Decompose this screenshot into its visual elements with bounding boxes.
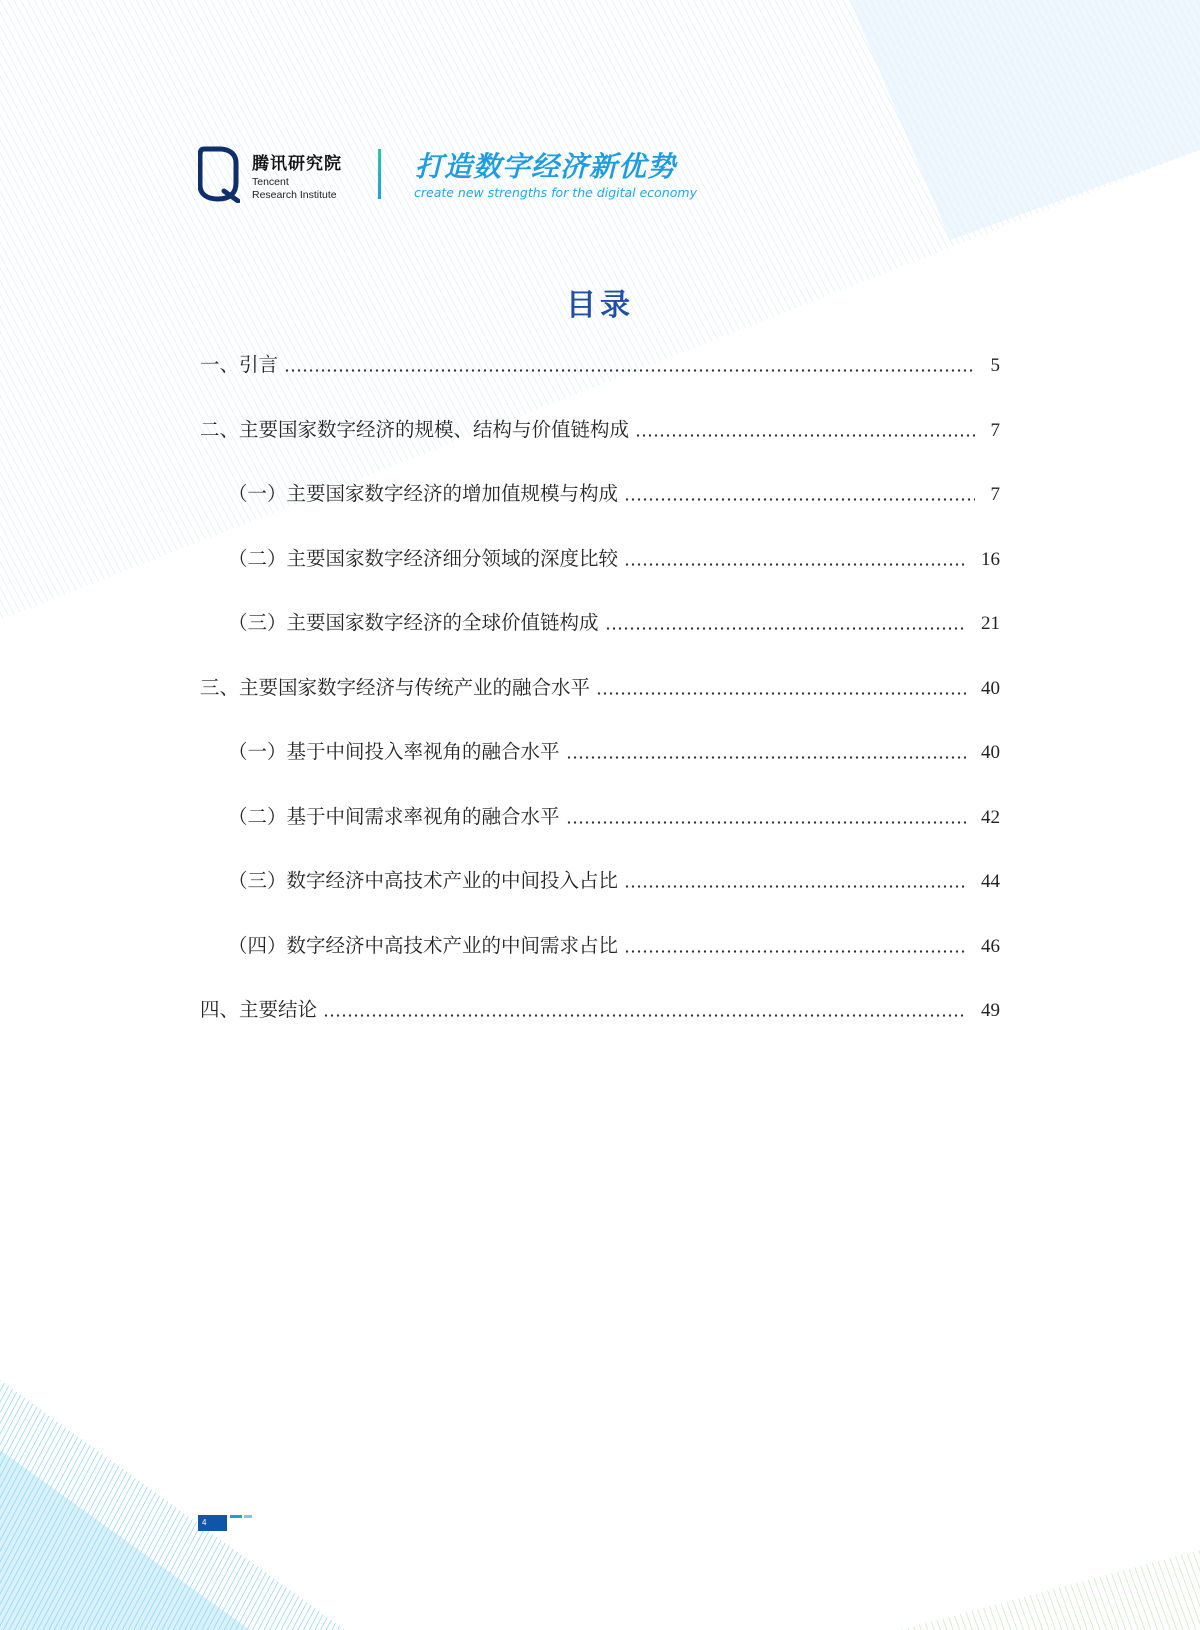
toc-entry-label: （一）主要国家数字经济的增加值规模与构成 xyxy=(228,482,619,505)
toc-entry[interactable] xyxy=(200,350,1000,380)
toc-entry[interactable] xyxy=(200,673,1000,703)
toc-entry-page: 40 xyxy=(981,742,1000,763)
toc-leader-dots xyxy=(624,950,966,953)
toc-entry-label: （二）基于中间需求率视角的融合水平 xyxy=(228,804,560,828)
toc-entry[interactable] xyxy=(200,544,1000,574)
toc-entry-label: 二、主要国家数字经济的规模、结构与价值链构成 xyxy=(200,417,630,441)
bottom-diagonal-lines-decoration xyxy=(0,1380,1200,1630)
toc-entry[interactable] xyxy=(200,737,1000,767)
toc-entry-label: （一）基于中间投入率视角的融合水平 xyxy=(228,740,560,763)
toc-leader-dots xyxy=(323,1014,966,1017)
toc-entry[interactable] xyxy=(200,931,1000,961)
toc-entry-label: （二）主要国家数字经济细分领域的深度比较 xyxy=(228,546,619,570)
toc-leader-dots xyxy=(635,434,975,437)
page-number: 4 xyxy=(198,1515,227,1531)
toc-entry-label: 一、引言 xyxy=(200,353,279,376)
toc-entry-label: （四）数字经济中高技术产业的中间需求占比 xyxy=(228,933,619,957)
toc-entry-page: 7 xyxy=(990,419,1000,441)
toc-leader-dots xyxy=(566,756,966,759)
toc-entry-page: 42 xyxy=(981,806,1000,828)
toc-entry-label: 三、主要国家数字经济与传统产业的融合水平 xyxy=(200,675,591,699)
toc-title: 目录 xyxy=(566,288,634,323)
toc-entry[interactable] xyxy=(200,479,1000,509)
toc-entry-page: 40 xyxy=(981,677,1000,699)
toc-entry-label: 四、主要结论 xyxy=(200,998,318,1021)
toc-entry[interactable] xyxy=(200,415,1000,445)
org-name-cn: 腾讯研究院 xyxy=(252,154,342,174)
toc-leader-dots xyxy=(596,692,966,695)
toc-leader-dots xyxy=(605,627,966,630)
toc-entry-page: 49 xyxy=(981,1000,1000,1021)
org-name-en-line1: Tencent xyxy=(252,176,289,188)
toc-entry-page: 16 xyxy=(981,548,1000,570)
toc-entry-page: 7 xyxy=(990,484,1000,505)
toc-entry[interactable] xyxy=(200,866,1000,896)
toc-leader-dots xyxy=(624,498,975,501)
report-header xyxy=(198,145,718,205)
toc-leader-dots xyxy=(624,563,966,566)
toc-leader-dots xyxy=(284,369,975,372)
page-number-accent xyxy=(230,1515,242,1518)
toc-entry-page: 46 xyxy=(981,935,1000,957)
page-number-accent-light xyxy=(244,1515,252,1518)
header-divider xyxy=(378,149,381,199)
toc-entry[interactable] xyxy=(200,608,1000,638)
slogan-en: create new strengths for the digital economy xyxy=(414,185,697,200)
toc-leader-dots xyxy=(624,885,966,888)
slogan-cn: 打造数字经济新优势 xyxy=(415,150,677,183)
toc-entry-page: 21 xyxy=(981,613,1000,634)
toc-entry-label: （三）主要国家数字经济的全球价值链构成 xyxy=(228,611,599,634)
toc-leader-dots xyxy=(566,821,966,824)
tencent-research-logo-icon xyxy=(198,145,240,203)
toc-entry[interactable] xyxy=(200,802,1000,832)
toc-entry-page: 44 xyxy=(981,871,1000,892)
org-name-en-line2: Research Institute xyxy=(252,189,337,201)
toc-entry[interactable] xyxy=(200,995,1000,1025)
toc-entry-label: （三）数字经济中高技术产业的中间投入占比 xyxy=(228,869,619,892)
toc-entry-page: 5 xyxy=(990,355,1000,376)
